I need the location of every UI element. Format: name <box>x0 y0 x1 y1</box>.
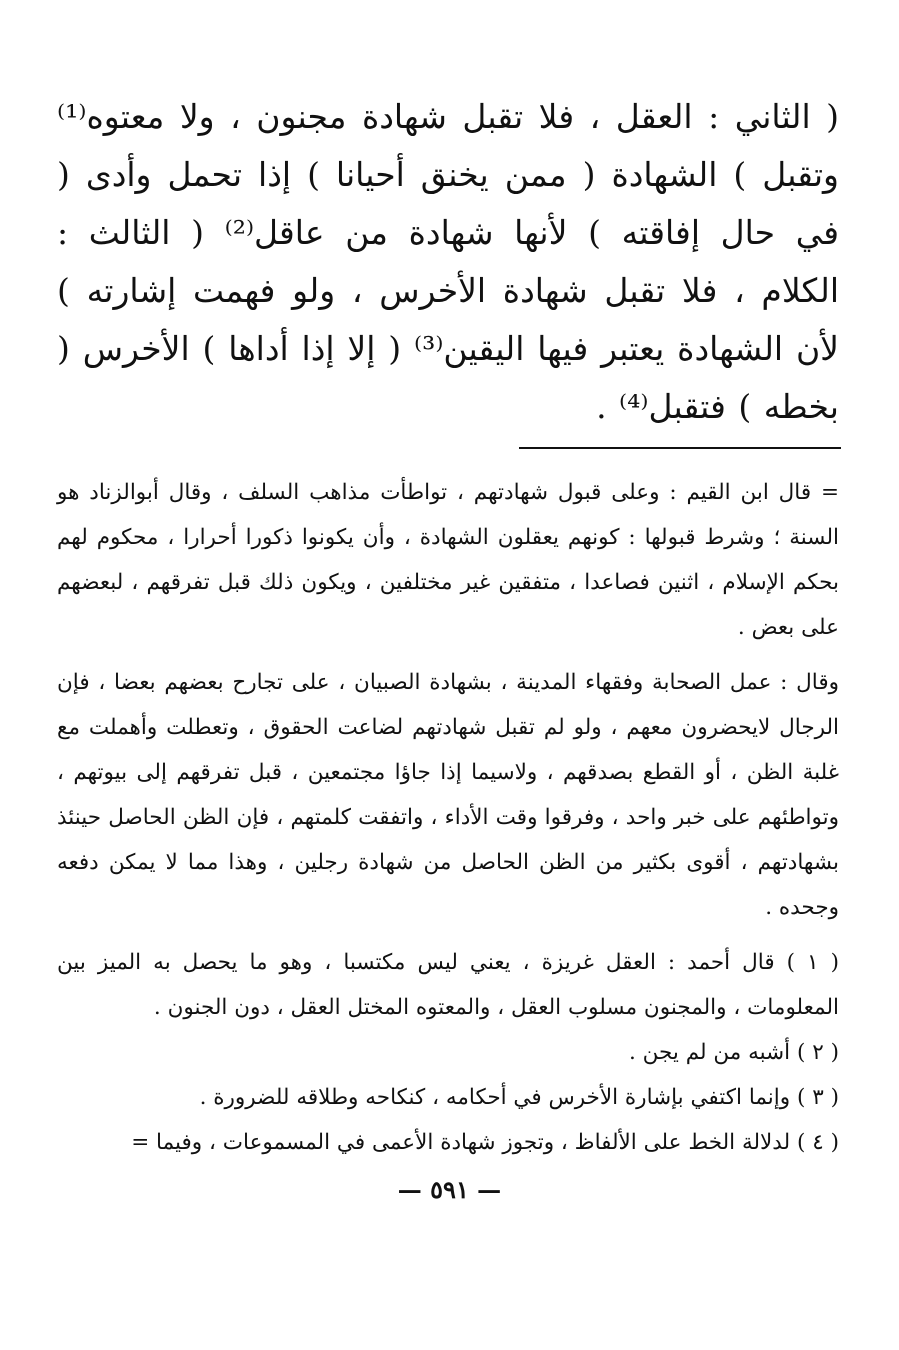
footnote-3: ( ٣ ) وإنما اكتفي بإشارة الأخرس في أحكامه ، كنكاحه وطلاقه للضرورة . <box>199 1085 839 1110</box>
continued-note-paragraph-2: وقال : عمل الصحابة وفقهاء المدينة ، بشهادة الصبيان ، على تجارح بعضهم بعضا ، فإن الرجال لايحضرون معهم ، ولو لم تقبل شهادتهم لضاعت الحقوق ، وتعطلت وأهملت مع غلبة الظن ، أو القطع بصدقهم ، ولاسيما إذا جاؤا مجتمعين ، قبل تفرقهم إلى بيوتهم ، وتواطئهم على خبر واحد ، وفرقوا وقت الأداء ، واتفقت كلمتهم ، فإن الظن الحاصل حينئذ بشهادتهم ، أقوى بكثير من الظن الحاصل من شهادة رجلين ، وهذا مما لا يمكن دفعه وجحده . <box>57 670 839 920</box>
continued-note-paragraph-1: = قال ابن القيم : وعلى قبول شهادتهم ، تواطأت مذاهب السلف ، وقال أبوالزناد هو السنة ؛ وشرط قبولها : كونهم يعقلون الشهادة ، وأن يكونوا ذكورا أحرارا ، محكوم لهم بحكم الإسلام ، اثنين فصاعدا ، متفقين غير مختلفين ، ويكون ذلك قبل تفرقهم ، لبعضهم على بعض . <box>57 480 839 640</box>
main-paragraph: ( الثاني : العقل ، فلا تقبل شهادة مجنون ، ولا معتوه⁽¹⁾ وتقبل ) الشهادة ( ممن يخنق أحيانا ) إذا تحمل وأدى ( في حال إفاقته ) لأنها شهادة من عاقل⁽²⁾ ( الثالث : الكلام ، فلا تقبل شهادة الأخرس ، ولو فهمت إشارته ) لأن الشهادة يعتبر فيها اليقين⁽³⁾ ( إلا إذا أداها ) الأخرس ( بخطه ) فتقبل⁽⁴⁾ . <box>57 97 839 426</box>
main-text-block <box>57 88 839 436</box>
footnotes-section <box>57 470 839 1165</box>
footnote-4: ( ٤ ) لدلالة الخط على الألفاظ ، وتجوز شهادة الأعمى في المسموعات ، وفيما = <box>131 1130 839 1155</box>
footnote-2: ( ٢ ) أشبه من لم يجن . <box>629 1040 839 1065</box>
page-number: — ٥٩١ — <box>397 1175 502 1204</box>
footnote-1: ( ١ ) قال أحمد : العقل غريزة ، يعني ليس مكتسبا ، وهو ما يحصل به الميز بين المعلومات ، والمجنون مسلوب العقل ، والمعتوه المختل العقل ، دون الجنون . <box>57 950 839 1020</box>
footnote-divider <box>519 447 841 449</box>
